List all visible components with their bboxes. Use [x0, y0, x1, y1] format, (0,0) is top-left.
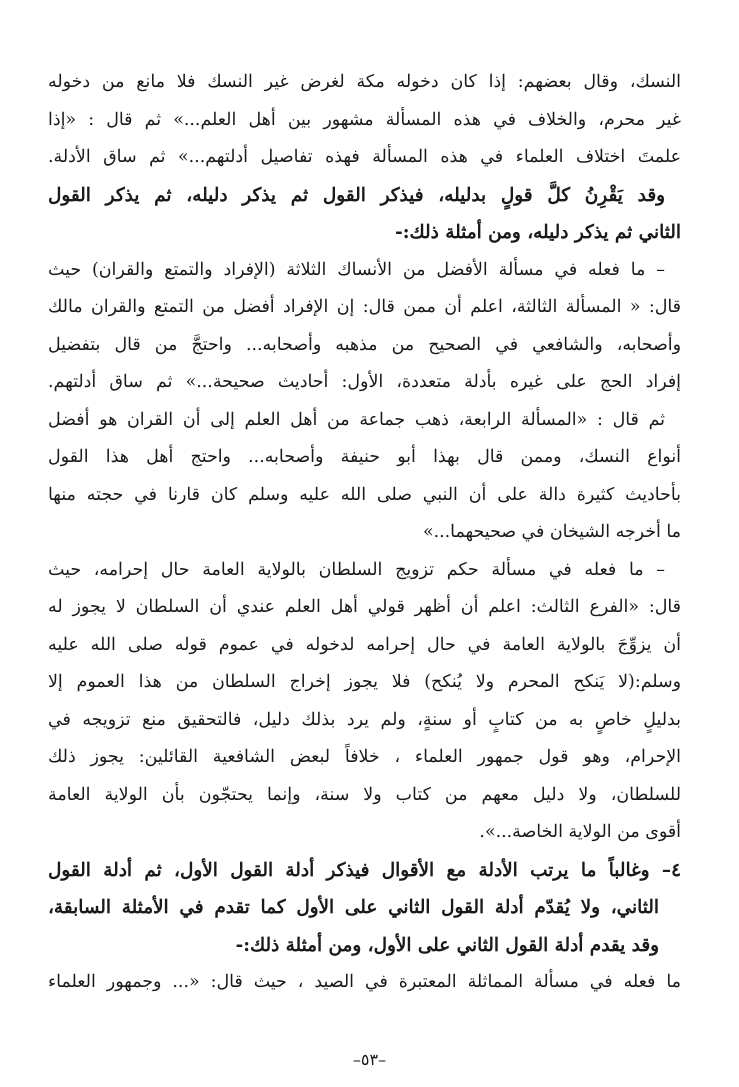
document-page: [48, 64, 681, 1067]
text-line: بدليلٍ خاصٍ به من كتابٍ أو سنةٍ، ولم يرد بذلك دليل، فالتحقيق منع تزويجه في: [48, 709, 681, 730]
text-line: قال: «الفرع الثالث: اعلم أن أظهر قولي أهل العلم عندي أن السلطان لا يجوز له: [48, 597, 681, 617]
text-line: وأصحابه، والشافعي في الصحيح من مذهبه وأصحابه... واحتجَّ من قال بتفضيل: [48, 334, 681, 355]
text-line: قال: « المسألة الثالثة، اعلم أن ممن قال: إن الإفراد أفضل من التمتع والقران مالك: [48, 297, 681, 317]
text-line: غير محرم، والخلاف في هذه المسألة مشهور بين أهل العلم...» ثم قال : «إذا: [48, 109, 681, 130]
text-line: النسك، وقال بعضهم: إذا كان دخوله مكة لغرض غير النسك فلا مانع من دخوله: [48, 72, 681, 92]
text-line: – ما فعله في مسألة حكم تزويج السلطان بالولاية العامة حال إحرامه، حيث: [48, 559, 665, 580]
text-line: وسلم:(لا يَنكح المحرم ولا يُنكح) فلا يجوز إخراج السلطان من هذا العموم إلا: [48, 672, 681, 692]
text-line: الثاني ثم يذكر دليله، ومن أمثلة ذلك:-: [395, 222, 681, 243]
text-line: علمتَ اختلاف العلماء في هذه المسألة فهذه تفاصيل أدلتهم...» ثم ساق الأدلة.: [48, 147, 681, 167]
text-line: ٤– وغالباً ما يرتب الأدلة مع الأقوال فيذكر أدلة القول الأول، ثم أدلة القول: [48, 859, 681, 881]
text-line: وقد يَقْرِنُ كلَّ قولٍ بدليله، فيذكر القول ثم يذكر دليله، ثم يذكر القول: [48, 184, 665, 206]
text-line: أن يزوِّجَ بالولاية العامة في حال إحرامه لدخوله في عموم قوله صلى الله عليه: [48, 634, 681, 655]
text-line: للسلطان، ولا دليل معهم من كتاب ولا سنة، وإنما يحتجّون بأن الولاية العامة: [48, 784, 681, 805]
text-line: – ما فعله في مسألة الأفضل من الأنساك الثلاثة (الإفراد والتمتع والقران) حيث: [48, 259, 665, 280]
text-line: ثم قال : «المسألة الرابعة، ذهب جماعة من أهل العلم إلى أن القران هو أفضل: [48, 409, 665, 430]
text-line: الإحرام، وهو قول جمهور العلماء ، خلافاً لبعض الشافعية القائلين: يجوز ذلك: [48, 747, 681, 767]
text-line: إفراد الحج على غيره بأدلة متعددة، الأول: أحاديث صحيحة...» ثم ساق أدلتهم.: [48, 372, 681, 392]
text-line: أنواع النسك، وممن قال بهذا أبو حنيفة وأصحابه... واحتج أهل هذا القول: [48, 447, 681, 467]
text-line: بأحاديث كثيرة دالة على أن النبي صلى الله عليه وسلم كان قارنا في حجته منها: [48, 484, 681, 505]
text-line: ما فعله في مسألة المماثلة المعتبرة في الصيد ، حيث قال: «... وجمهور العلماء: [48, 972, 681, 992]
text-line: أقوى من الولاية الخاصة...».: [479, 822, 681, 842]
text-line: الثاني، ولا يُقدّم أدلة القول الثاني على الأول كما تقدم في الأمثلة السابقة،: [48, 897, 659, 918]
text-line: ما أخرجه الشيخان في صحيحهما...»: [422, 522, 681, 542]
page-number: –٥٣–: [352, 1050, 387, 1069]
text-line: وقد يقدم أدلة القول الثاني على الأول، ومن أمثلة ذلك:-: [235, 934, 659, 956]
